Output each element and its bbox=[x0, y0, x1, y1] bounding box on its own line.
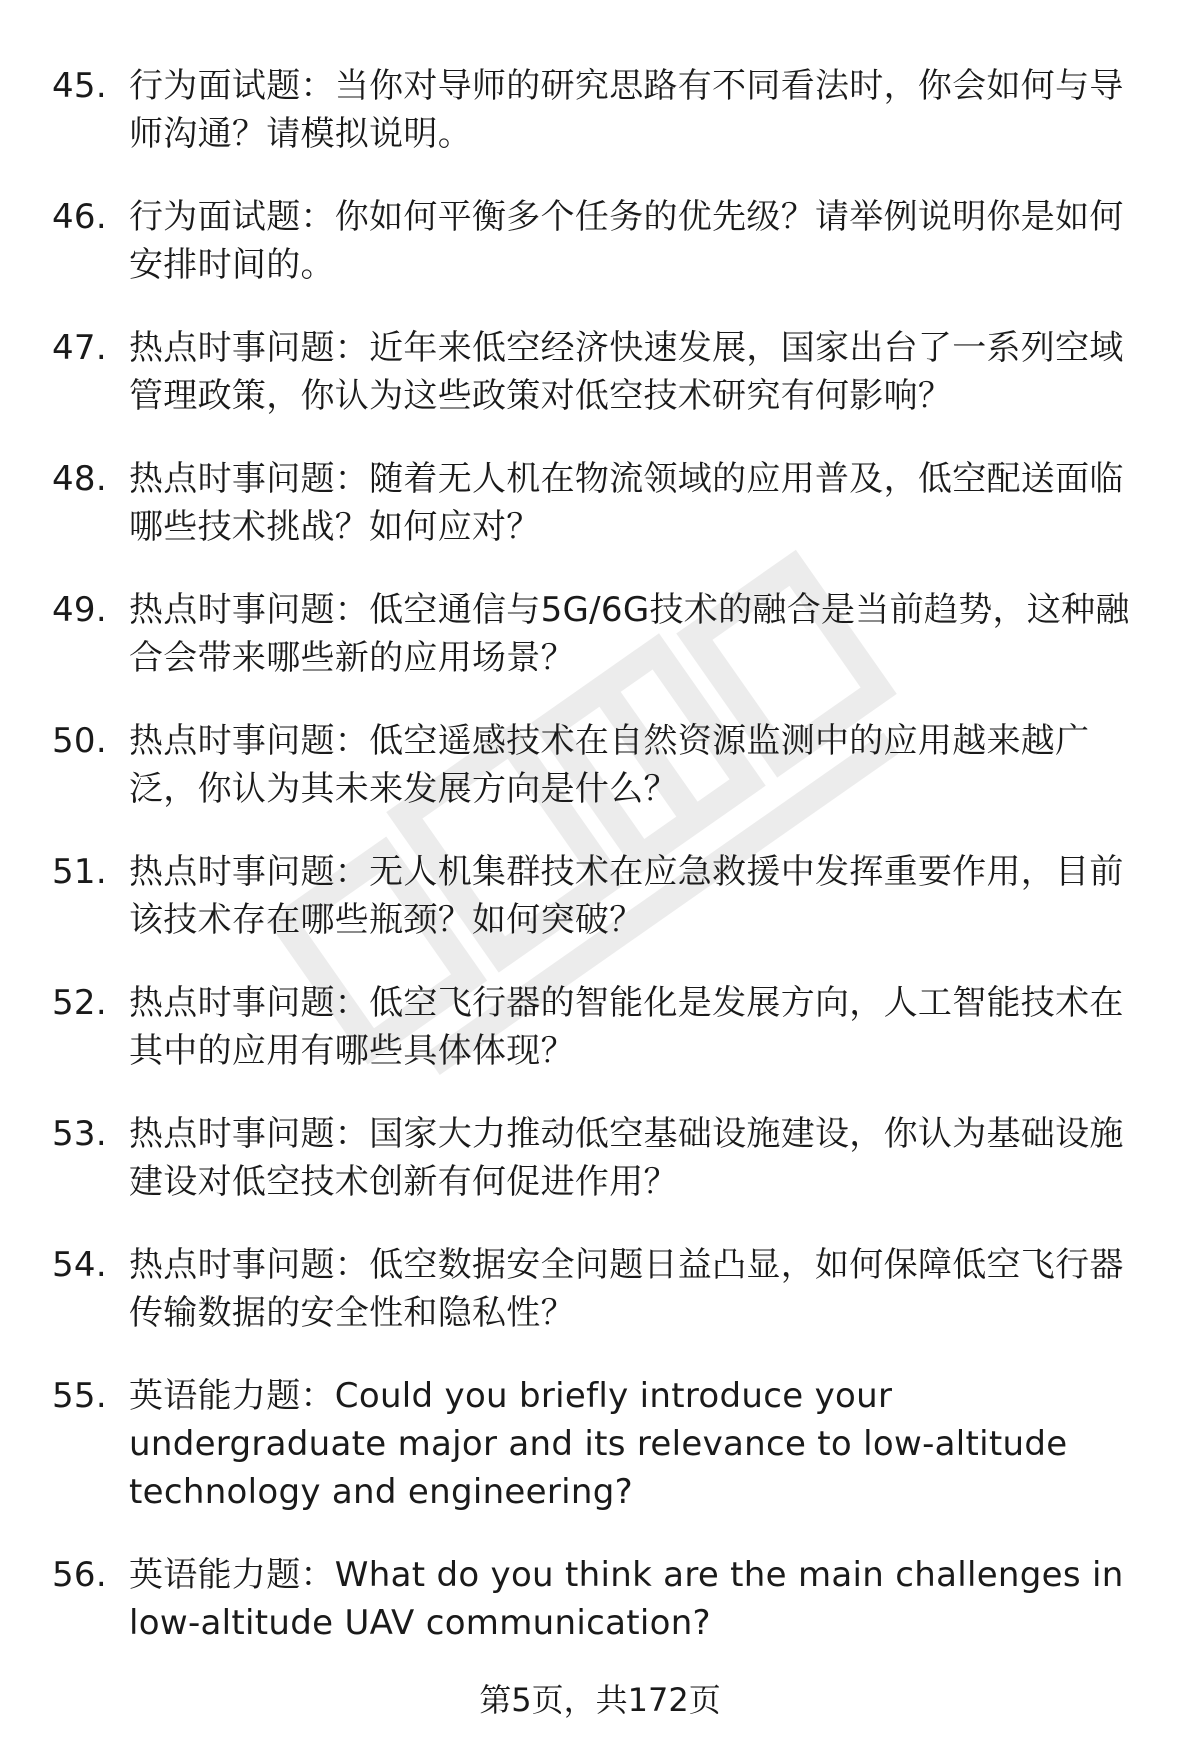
question-number: 45. bbox=[52, 66, 107, 106]
question-number: 52. bbox=[52, 983, 107, 1023]
question-item bbox=[52, 455, 1142, 551]
question-item bbox=[52, 979, 1142, 1075]
question-item bbox=[52, 1110, 1142, 1206]
question-text: 热点时事问题：国家大力推动低空基础设施建设，你认为基础设施建设对低空技术创新有何促进作用？ bbox=[129, 1114, 1124, 1202]
question-item bbox=[52, 1372, 1142, 1516]
question-item bbox=[52, 1551, 1142, 1647]
page-footer: 第5页，共172页 bbox=[479, 1681, 721, 1719]
question-number: 56. bbox=[52, 1555, 107, 1595]
question-text: 热点时事问题：低空遥感技术在自然资源监测中的应用越来越广泛，你认为其未来发展方向是什么？ bbox=[129, 721, 1090, 809]
question-text: 热点时事问题：低空通信与5G/6G技术的融合是当前趋势，这种融合会带来哪些新的应用场景？ bbox=[129, 590, 1130, 678]
question-text: 热点时事问题：低空飞行器的智能化是发展方向，人工智能技术在其中的应用有哪些具体体现？ bbox=[129, 983, 1124, 1071]
question-number: 47. bbox=[52, 328, 107, 368]
question-number: 51. bbox=[52, 852, 107, 892]
question-text: 行为面试题：你如何平衡多个任务的优先级？请举例说明你是如何安排时间的。 bbox=[129, 197, 1124, 285]
question-item bbox=[52, 324, 1142, 420]
question-item bbox=[52, 193, 1142, 289]
question-number: 48. bbox=[52, 459, 107, 499]
question-number: 53. bbox=[52, 1114, 107, 1154]
question-text: 热点时事问题：随着无人机在物流领域的应用普及，低空配送面临哪些技术挑战？如何应对？ bbox=[129, 459, 1124, 547]
question-item bbox=[52, 1241, 1142, 1337]
question-text: 热点时事问题：低空数据安全问题日益凸显，如何保障低空飞行器传输数据的安全性和隐私性？ bbox=[129, 1245, 1124, 1333]
question-text: 英语能力题：Could you briefly introduce your undergraduate major and its relevance to low-altitude technology and engineering? bbox=[129, 1376, 1068, 1512]
question-number: 50. bbox=[52, 721, 107, 761]
question-text: 行为面试题：当你对导师的研究思路有不同看法时，你会如何与导师沟通？请模拟说明。 bbox=[129, 66, 1124, 154]
question-item bbox=[52, 717, 1142, 813]
question-number: 46. bbox=[52, 197, 107, 237]
question-item bbox=[52, 62, 1142, 158]
question-item bbox=[52, 586, 1142, 682]
question-text: 热点时事问题：近年来低空经济快速发展，国家出台了一系列空域管理政策，你认为这些政策对低空技术研究有何影响？ bbox=[129, 328, 1124, 416]
question-number: 54. bbox=[52, 1245, 107, 1285]
question-list bbox=[52, 62, 1142, 1682]
question-item bbox=[52, 848, 1142, 944]
question-text: 热点时事问题：无人机集群技术在应急救援中发挥重要作用，目前该技术存在哪些瓶颈？如何突破？ bbox=[129, 852, 1124, 940]
question-number: 49. bbox=[52, 590, 107, 630]
question-text: 英语能力题：What do you think are the main challenges in low-altitude UAV communication? bbox=[129, 1555, 1124, 1643]
question-number: 55. bbox=[52, 1376, 107, 1416]
